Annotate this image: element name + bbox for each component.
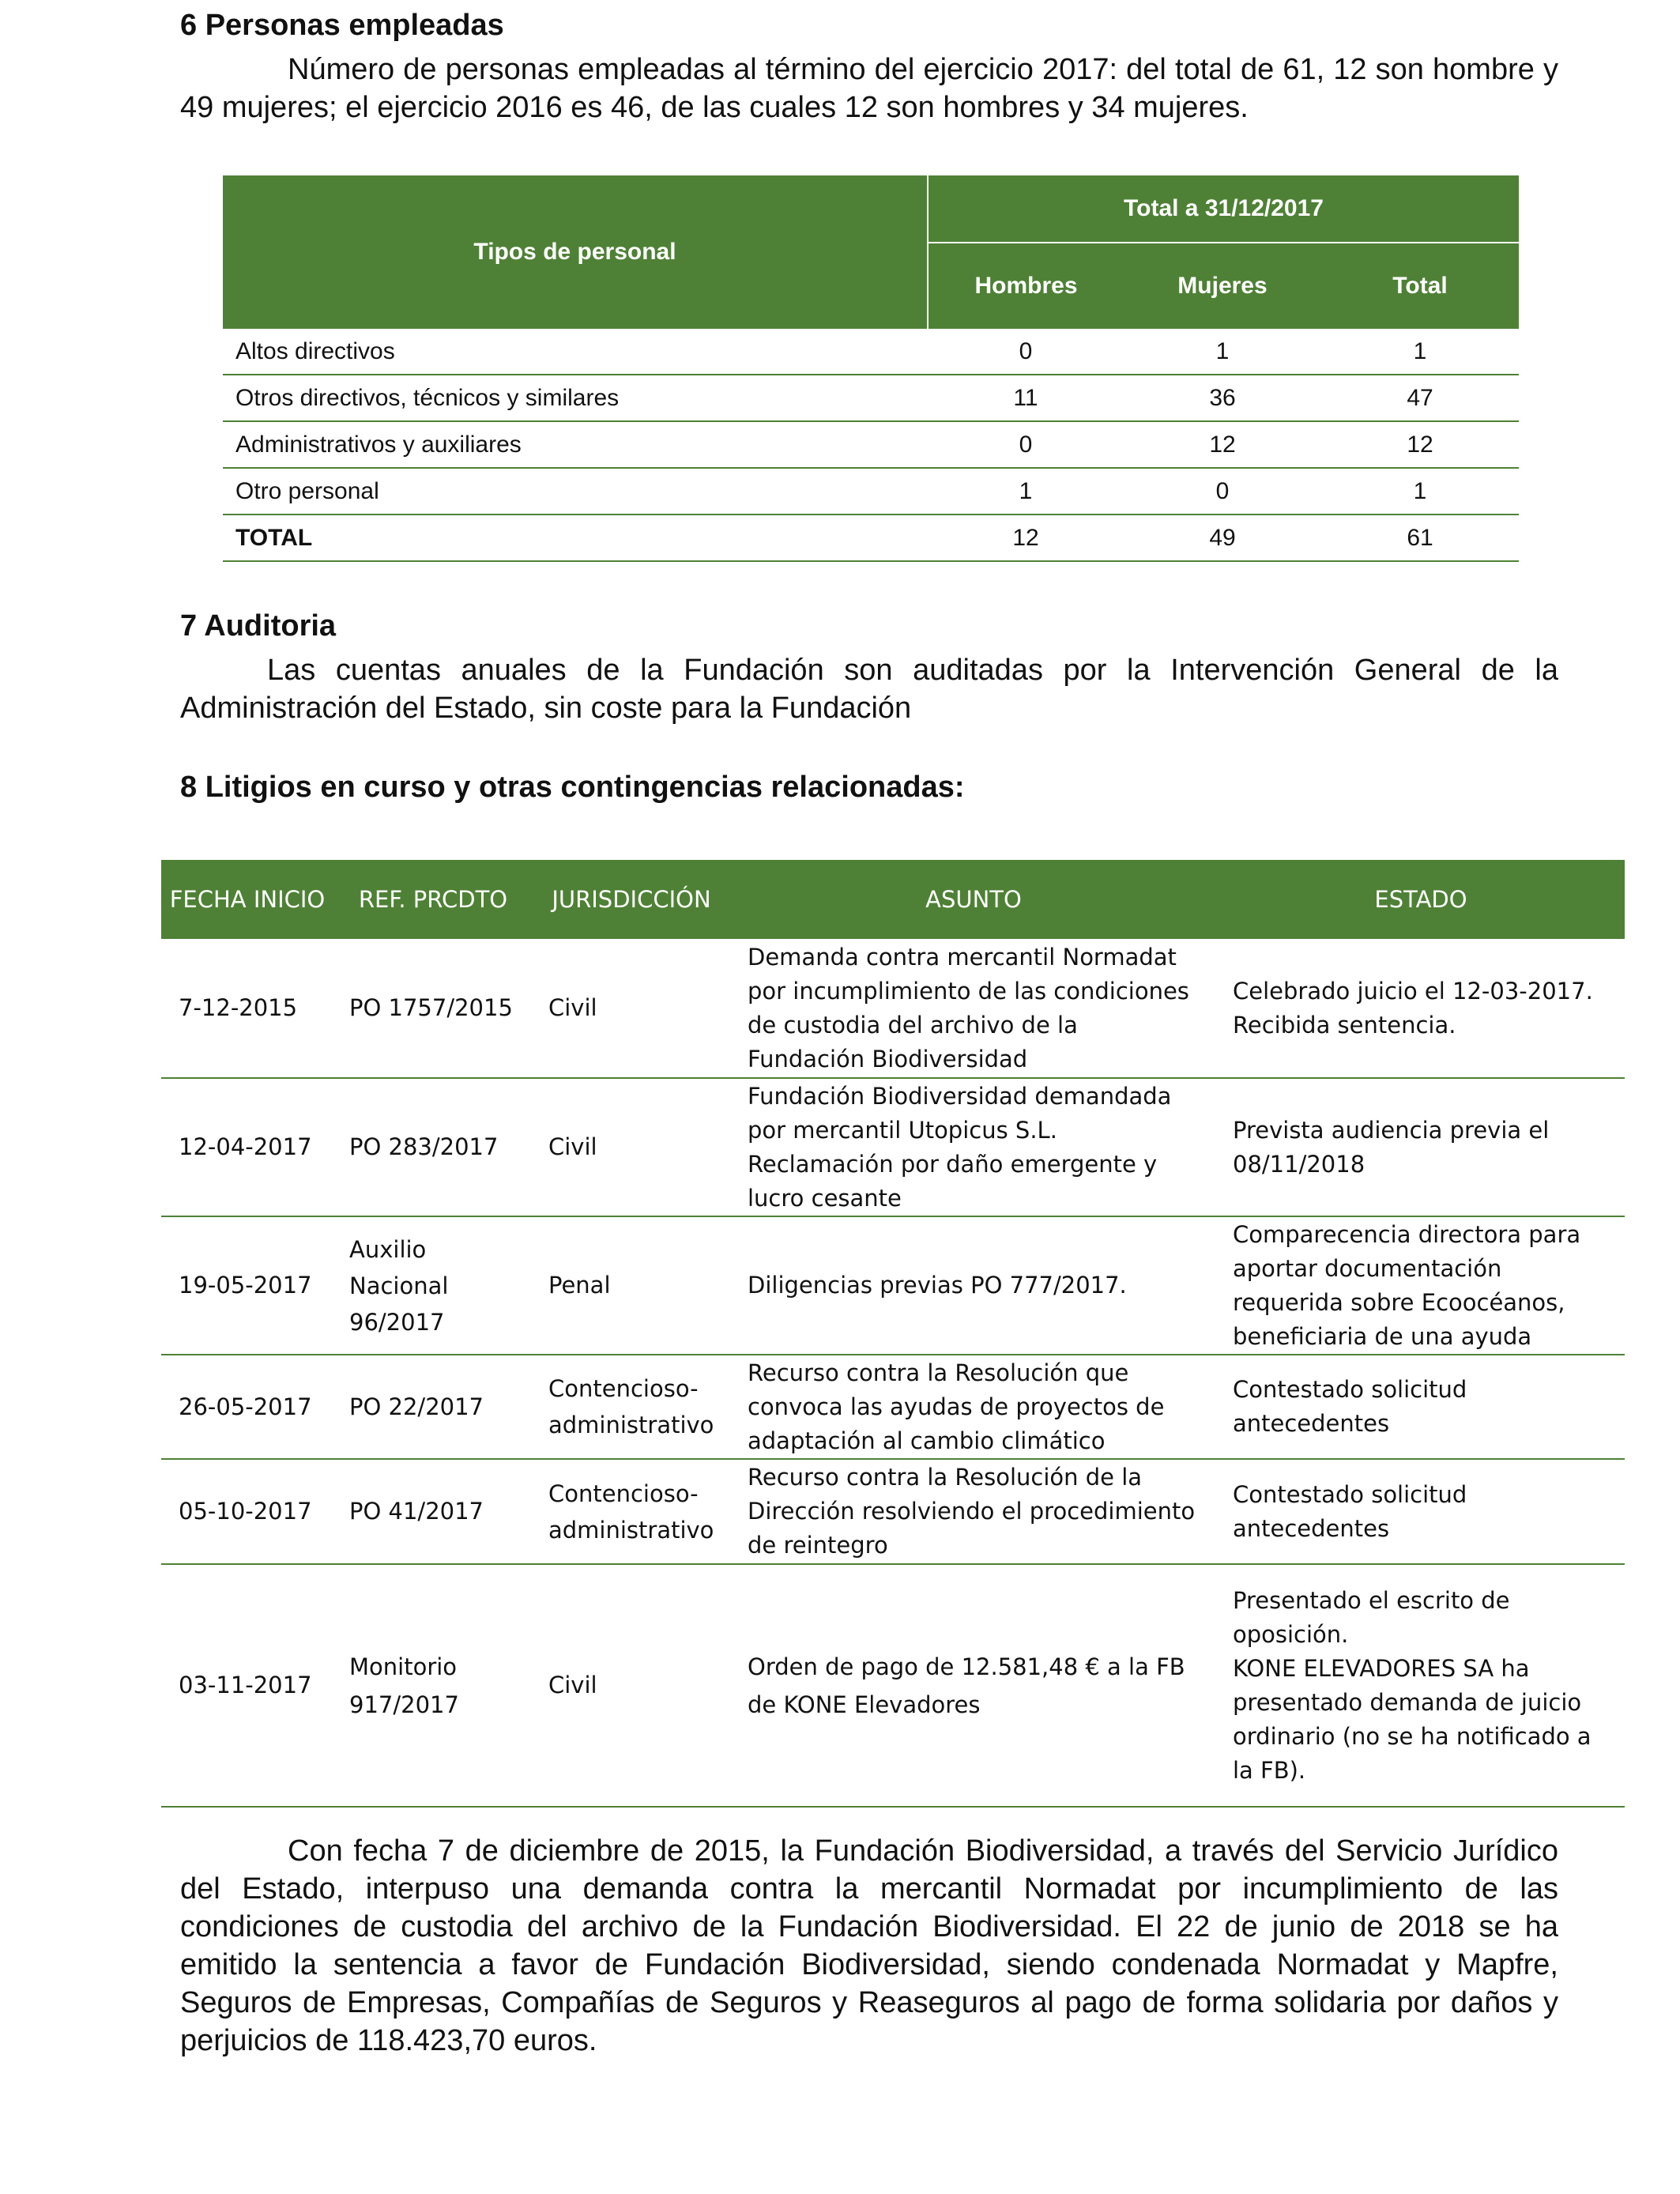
staff-row-mujeres: 12 [1124, 421, 1321, 468]
closing-paragraph [180, 1832, 1558, 2060]
staff-row-label: Otros directivos, técnicos y similares [223, 375, 928, 421]
staff-total-mujeres: 49 [1124, 515, 1321, 561]
staff-row [223, 421, 1519, 468]
lit-jurisdiccion: Civil [533, 939, 730, 1078]
section-6-paragraph [180, 51, 1558, 126]
staff-header-group: Total a 31/12/2017 [928, 175, 1519, 243]
staff-total-total: 61 [1321, 515, 1519, 561]
staff-row-hombres: 0 [928, 421, 1124, 468]
staff-table [223, 175, 1519, 562]
section-6-paragraph-text: Número de personas empleadas al término del ejercicio 2017: del total de 61, 12 son hombre y 49 mujeres; el ejercicio 2016 es 46, de las cuales 12 son hombres y 34 mujeres. [180, 53, 1558, 124]
lit-asunto: Recurso contra la Resolución que convoca las ayudas de proyectos de adaptación al cambio climático [730, 1355, 1217, 1459]
lit-header-jurisdiccion: JURISDICCIÓN [533, 860, 730, 939]
lit-ref: PO 283/2017 [333, 1078, 533, 1216]
table-row [161, 1459, 1625, 1564]
staff-header-hombres: Hombres [928, 243, 1124, 329]
lit-jurisdiccion: Civil [533, 1078, 730, 1216]
staff-row [223, 468, 1519, 515]
lit-estado: Comparecencia directora para aportar documentación requerida sobre Ecoocéanos, beneficiaria de una ayuda [1217, 1216, 1625, 1355]
staff-row-mujeres: 1 [1124, 329, 1321, 375]
staff-row-hombres: 0 [928, 329, 1124, 375]
table-row [161, 1216, 1625, 1355]
lit-ref: Auxilio Nacional 96/2017 [333, 1216, 533, 1355]
lit-fecha: 05-10-2017 [161, 1459, 333, 1564]
lit-header-fecha: FECHA INICIO [161, 860, 333, 939]
staff-row-total: 47 [1321, 375, 1519, 421]
staff-row-total: 1 [1321, 468, 1519, 515]
lit-estado-line: Presentado el escrito de oposición. [1233, 1586, 1510, 1648]
litigation-table [161, 860, 1625, 1808]
lit-jurisdiccion: Contencioso-administrativo [533, 1355, 730, 1459]
section-8-title: 8 Litigios en curso y otras contingencias relacionadas: [180, 771, 965, 804]
staff-row-hombres: 1 [928, 468, 1124, 515]
staff-row-label: Altos directivos [223, 329, 928, 375]
lit-jurisdiccion: Contencioso-administrativo [533, 1459, 730, 1564]
lit-asunto: Fundación Biodiversidad demandada por mercantil Utopicus S.L. Reclamación por daño emergente y lucro cesante [730, 1078, 1217, 1216]
lit-ref: PO 22/2017 [333, 1355, 533, 1459]
lit-ref: PO 1757/2015 [333, 939, 533, 1078]
staff-total-hombres: 12 [928, 515, 1124, 561]
section-6-title: 6 Personas empleadas [180, 9, 504, 42]
lit-estado: Prevista audiencia previa el 08/11/2018 [1217, 1078, 1625, 1216]
table-row [161, 1078, 1625, 1216]
staff-total-label: TOTAL [223, 515, 928, 561]
table-row [161, 1355, 1625, 1459]
lit-estado: Contestado solicitud antecedentes [1217, 1355, 1625, 1459]
lit-fecha: 19-05-2017 [161, 1216, 333, 1355]
closing-paragraph-text: Con fecha 7 de diciembre de 2015, la Fundación Biodiversidad, a través del Servicio Jurídico del Estado, interpuso una demanda contra la mercantil Normadat por incumplimiento de las condiciones de custodia del archivo de la Fundación Biodiversidad. El 22 de junio de 2018 se ha emitido la sentencia a favor de Fundación Biodiversidad, siendo condenada Normadat y Mapfre, Seguros de Empresas, Compañías de Seguros y Reaseguros al pago de forma solidaria por daños y perjuicios de 118.423,70 euros. [180, 1834, 1558, 2057]
staff-row [223, 329, 1519, 375]
staff-header-type: Tipos de personal [223, 175, 928, 329]
lit-jurisdiccion: Civil [533, 1564, 730, 1807]
lit-estado: Celebrado juicio el 12-03-2017. Recibida sentencia. [1217, 939, 1625, 1078]
lit-estado [1217, 1564, 1625, 1807]
lit-fecha: 03-11-2017 [161, 1564, 333, 1807]
lit-asunto: Orden de pago de 12.581,48 € a la FB de KONE Elevadores [730, 1564, 1217, 1807]
lit-fecha: 7-12-2015 [161, 939, 333, 1078]
staff-total-row [223, 515, 1519, 561]
lit-estado: Contestado solicitud antecedentes [1217, 1459, 1625, 1564]
lit-fecha: 26-05-2017 [161, 1355, 333, 1459]
lit-ref: Monitorio 917/2017 [333, 1564, 533, 1807]
lit-asunto: Recurso contra la Resolución de la Dirección resolviendo el procedimiento de reintegro [730, 1459, 1217, 1564]
lit-fecha: 12-04-2017 [161, 1078, 333, 1216]
staff-row-total: 1 [1321, 329, 1519, 375]
staff-row [223, 375, 1519, 421]
lit-jurisdiccion: Penal [533, 1216, 730, 1355]
section-7-paragraph [180, 651, 1558, 727]
section-7-paragraph-text: Las cuentas anuales de la Fundación son auditadas por la Intervención General de la Administración del Estado, sin coste para la Fundación [180, 654, 1558, 725]
lit-estado-line: KONE ELEVADORES SA ha presentado demanda de juicio ordinario (no se ha notificado a la FB). [1233, 1654, 1591, 1784]
lit-header-estado: ESTADO [1217, 860, 1625, 939]
staff-row-hombres: 11 [928, 375, 1124, 421]
lit-asunto: Demanda contra mercantil Normadat por incumplimiento de las condiciones de custodia del archivo de la Fundación Biodiversidad [730, 939, 1217, 1078]
table-row [161, 939, 1625, 1078]
staff-row-mujeres: 36 [1124, 375, 1321, 421]
lit-header-ref: REF. PRCDTO [333, 860, 533, 939]
section-7-title: 7 Auditoria [180, 609, 337, 643]
staff-header-mujeres: Mujeres [1124, 243, 1321, 329]
lit-asunto: Diligencias previas PO 777/2017. [730, 1216, 1217, 1355]
staff-row-total: 12 [1321, 421, 1519, 468]
lit-header-asunto: ASUNTO [730, 860, 1217, 939]
staff-row-mujeres: 0 [1124, 468, 1321, 515]
table-row [161, 1564, 1625, 1807]
staff-header-total: Total [1321, 243, 1519, 329]
staff-row-label: Administrativos y auxiliares [223, 421, 928, 468]
lit-ref: PO 41/2017 [333, 1459, 533, 1564]
staff-row-label: Otro personal [223, 468, 928, 515]
